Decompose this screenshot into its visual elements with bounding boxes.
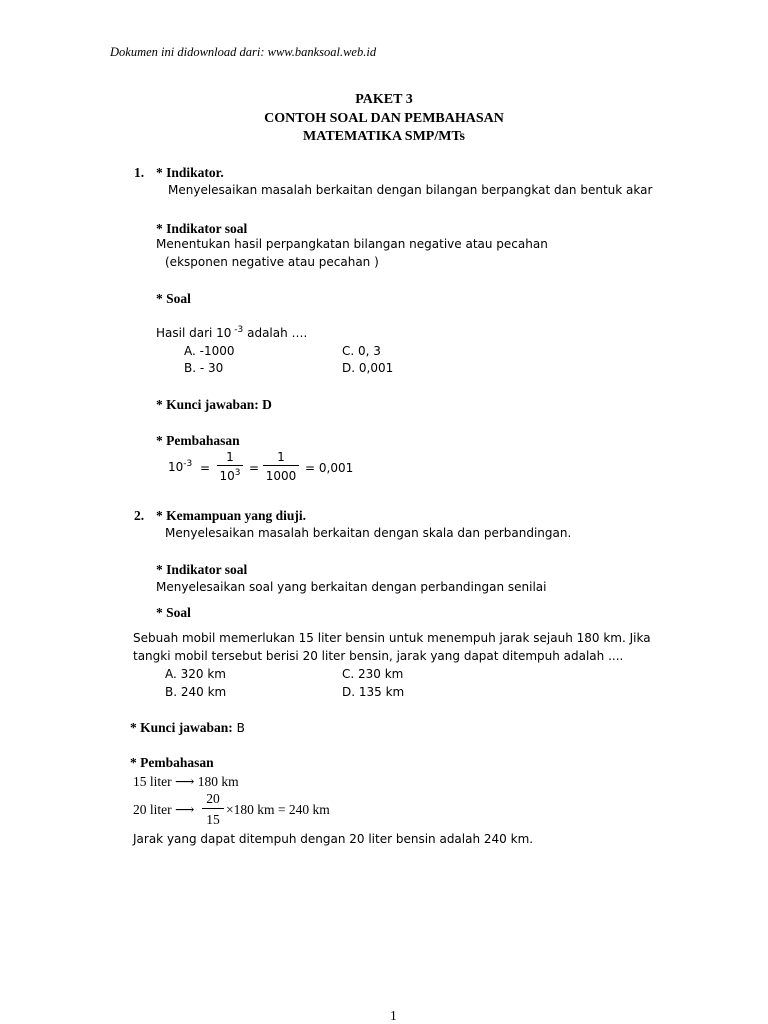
q2-option-b: B. 240 km bbox=[165, 685, 227, 699]
q1-fraction-2-bar bbox=[263, 465, 299, 466]
page-number: 1 bbox=[390, 1008, 397, 1023]
q1-option-c: C. 0, 3 bbox=[342, 344, 381, 358]
download-source-header: Dokumen ini didownload dari: www.banksoal.web.id bbox=[110, 45, 377, 59]
q2-question-line-2: tangki mobil tersebut berisi 20 liter bensin, jarak yang dapat ditempuh adalah .... bbox=[133, 649, 624, 663]
q2-pembahasan-line-2-pre: 20 liter ⟶ bbox=[133, 802, 195, 817]
q1-indikator-label: * Indikator. bbox=[156, 165, 224, 180]
q1-option-a: A. -1000 bbox=[184, 344, 235, 358]
q1-math-fraction-1 bbox=[217, 451, 243, 482]
q2-question-line-1: Sebuah mobil memerlukan 15 liter bensin untuk menempuh jarak sejauh 180 km. Jika bbox=[133, 631, 651, 645]
q1-kunci-jawaban: * Kunci jawaban: D bbox=[156, 397, 272, 412]
q2-fraction-denominator: 15 bbox=[206, 811, 220, 827]
q1-math-result: = 0,001 bbox=[305, 461, 354, 475]
q1-option-d: D. 0,001 bbox=[342, 361, 394, 375]
q1-fraction-1-numerator: 1 bbox=[226, 450, 234, 464]
q1-fraction-1-denominator: $10^3$ bbox=[219, 468, 241, 483]
q2-indikator-soal-label: * Indikator soal bbox=[156, 562, 248, 577]
q2-option-c: C. 230 km bbox=[342, 667, 404, 681]
q1-indikator-soal-text-1: Menentukan hasil perpangkatan bilangan negative atau pecahan bbox=[156, 237, 548, 251]
q1-indikator-text: Menyelesaikan masalah berkaitan dengan bilangan berpangkat dan bentuk akar bbox=[168, 183, 653, 197]
q1-indikator-soal-label: * Indikator soal bbox=[156, 221, 248, 236]
q2-pembahasan-label: * Pembahasan bbox=[130, 755, 214, 770]
q1-math-equals-1: = bbox=[200, 461, 211, 475]
q1-math-equals-2: = bbox=[249, 461, 260, 475]
q1-fraction-1-bar bbox=[217, 465, 243, 466]
title-line-3: MATEMATIKA SMP/MTs bbox=[303, 129, 465, 144]
q1-option-b: B. - 30 bbox=[184, 361, 224, 375]
q2-fraction-bar bbox=[202, 808, 224, 809]
q1-fraction-2-denominator: 1000 bbox=[265, 469, 297, 483]
q2-fraction-numerator: 20 bbox=[206, 791, 220, 806]
q2-pembahasan-line-1: 15 liter ⟶ 180 km bbox=[133, 774, 239, 789]
q2-kemampuan-label: * Kemampuan yang diuji. bbox=[156, 508, 307, 523]
q2-indikator-soal-text: Menyelesaikan soal yang berkaitan dengan perbandingan senilai bbox=[156, 580, 547, 594]
q2-option-a: A. 320 km bbox=[165, 667, 226, 681]
q1-indikator-soal-text-2: (eksponen negative atau pecahan ) bbox=[165, 255, 379, 269]
q1-question: Hasil dari 10 $^{-3}$ adalah …. bbox=[156, 325, 308, 340]
q1-soal-label: * Soal bbox=[156, 291, 191, 306]
q2-kemampuan-text: Menyelesaikan masalah berkaitan dengan skala dan perbandingan. bbox=[165, 526, 572, 540]
q1-fraction-2-numerator: 1 bbox=[277, 450, 285, 464]
q2-conclusion: Jarak yang dapat ditempuh dengan 20 liter bensin adalah 240 km. bbox=[133, 832, 534, 846]
q1-pembahasan-label: * Pembahasan bbox=[156, 433, 240, 448]
q2-option-d: D. 135 km bbox=[342, 685, 405, 699]
q2-number: 2. bbox=[134, 508, 145, 523]
q2-pembahasan-line-2-post: ×180 km = 240 km bbox=[226, 802, 330, 817]
q2-soal-label: * Soal bbox=[156, 605, 191, 620]
q2-kunci-jawaban: * Kunci jawaban: B bbox=[130, 720, 245, 735]
q2-fraction bbox=[202, 792, 224, 826]
q1-math-power: $10^{-3}$ bbox=[168, 459, 193, 474]
title-line-1: PAKET 3 bbox=[355, 92, 413, 107]
title-line-2: CONTOH SOAL DAN PEMBAHASAN bbox=[264, 111, 504, 126]
q1-number: 1. bbox=[134, 165, 145, 180]
q1-math-fraction-2 bbox=[263, 451, 299, 482]
